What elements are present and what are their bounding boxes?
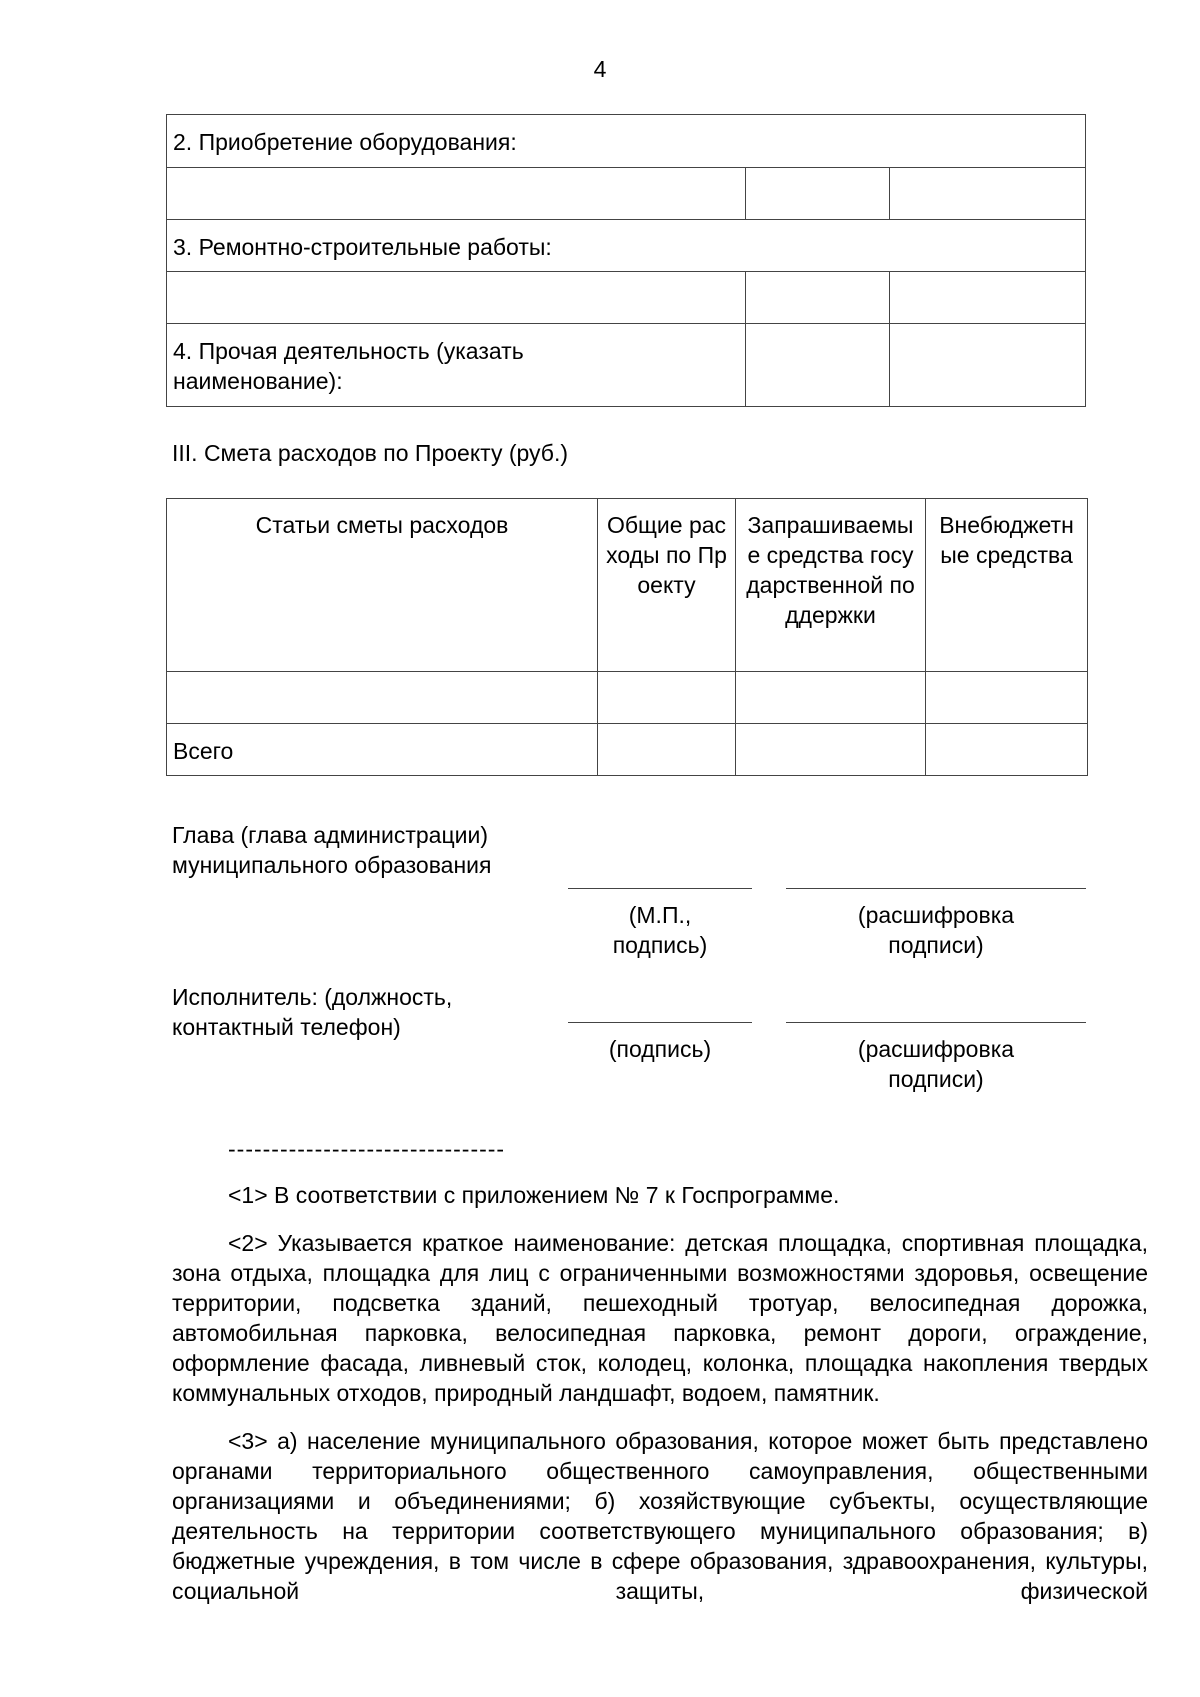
footnote-separator: -------------------------------- (228, 1136, 506, 1162)
table-cell (598, 672, 736, 724)
signature-line (568, 1022, 752, 1023)
header-cell: Внебюджетные средства (926, 499, 1088, 672)
head-sign-caption: (М.П., подпись) (612, 902, 708, 958)
table-cell (598, 724, 736, 776)
activities-table (166, 114, 1086, 407)
table-cell (736, 724, 926, 776)
table-row (167, 272, 1086, 324)
table-cell (890, 168, 1086, 220)
footnote-3: <3> а) население муниципального образования, которое может быть представлено органами территориального общественного самоуправления, общественными организациями и объединениями; б) хозяйствующие субъекты, осуществляющие деятельность на территории соответствующего муниципального образования; в) бюджетные учреждения, в том числе в сфере образования, здравоохранения, культуры, социальной защиты, физической (172, 1428, 1148, 1604)
table-cell (167, 324, 746, 407)
table-cell (926, 724, 1088, 776)
total-label: Всего (173, 738, 234, 764)
footnotes (172, 1180, 1148, 1606)
row-label: 4. Прочая деятельность (указать наименование): (173, 338, 524, 394)
table-cell (926, 672, 1088, 724)
table-row (167, 724, 1088, 776)
row-label: 3. Ремонтно-строительные работы: (173, 234, 552, 260)
page-number: 4 (593, 56, 607, 82)
budget-table (166, 498, 1088, 776)
signature-line (568, 888, 752, 889)
table-cell (167, 272, 746, 324)
table-row (167, 324, 1086, 407)
head-label: Глава (глава администрации) муниципального образования (172, 822, 492, 878)
table-row (167, 220, 1086, 272)
signature-decode-line (786, 1022, 1086, 1023)
signature-decode-line (786, 888, 1086, 889)
header-cell: Общие расходы по Проекту (598, 499, 736, 672)
table-row (167, 168, 1086, 220)
head-decode-caption: (расшифровка подписи) (857, 902, 1015, 958)
footnote-1: <1> В соответствии с приложением № 7 к Госпрограмме. (228, 1182, 840, 1208)
table-cell (746, 272, 890, 324)
table-cell (890, 324, 1086, 407)
header-cell: Запрашиваемые средства государственной поддержки (736, 499, 926, 672)
executor-sign-caption: (подпись) (608, 1036, 712, 1062)
header-cell: Статьи сметы расходов (167, 499, 598, 672)
table-row (167, 672, 1088, 724)
table-header-row (167, 499, 1088, 672)
executor-label: Исполнитель: (должность, контактный телефон) (172, 984, 453, 1040)
table-cell (736, 672, 926, 724)
table-cell (746, 324, 890, 407)
table-cell (167, 220, 1086, 272)
table-cell (890, 272, 1086, 324)
row-label: 2. Приобретение оборудования: (173, 129, 517, 155)
executor-decode-caption: (расшифровка подписи) (857, 1036, 1015, 1092)
table-cell (167, 115, 1086, 168)
table-row (167, 115, 1086, 168)
table-cell (746, 168, 890, 220)
table-cell (167, 724, 598, 776)
table-cell (167, 168, 746, 220)
section-heading: III. Смета расходов по Проекту (руб.) (172, 440, 569, 466)
footnote-2: <2> Указывается краткое наименование: детская площадка, спортивная площадка, зона отдыха, площадка для лиц с ограниченными возможностями здоровья, освещение территории, подсветка зданий, пешеходный тротуар, велосипедная дорожка, автомобильная парковка, велосипедная парковка, ремонт дороги, ограждение, оформление фасада, ливневый сток, колодец, колонка, площадка накопления твердых коммунальных отходов, природный ландшафт, водоем, памятник. (172, 1230, 1148, 1406)
table-cell (167, 672, 598, 724)
